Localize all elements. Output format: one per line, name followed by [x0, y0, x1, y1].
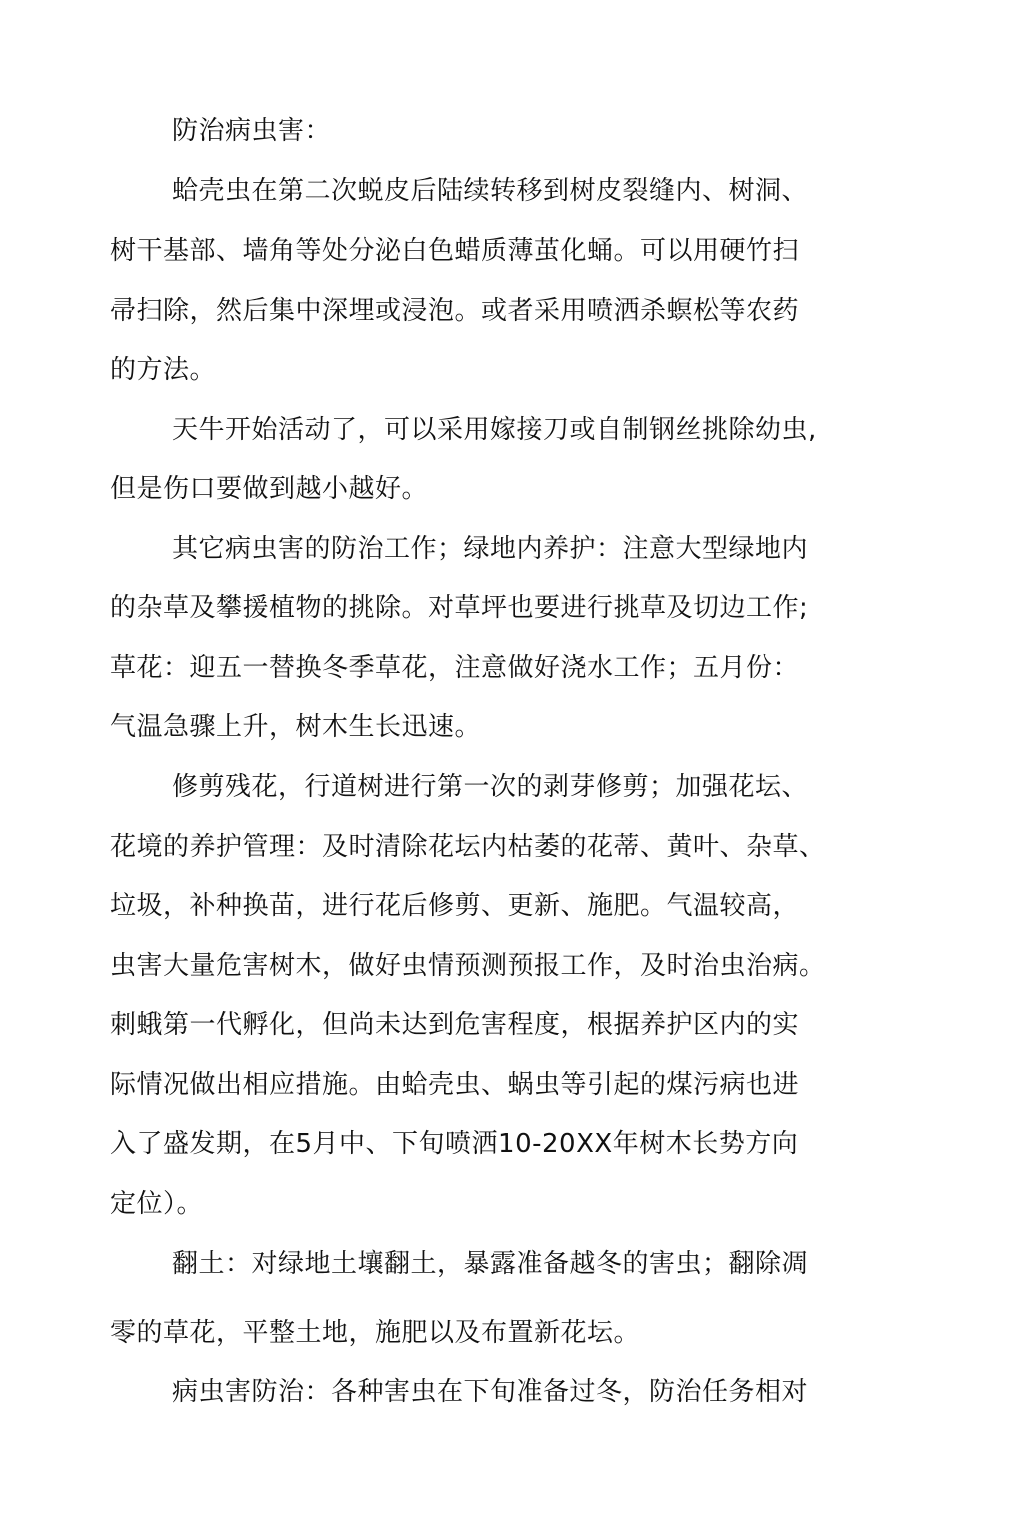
paragraph-line: 定位）。 — [110, 1189, 204, 1219]
paragraph-line: 但是伤口要做到越小越好。 — [110, 474, 429, 504]
paragraph-line: 气温急骤上升，树木生长迅速。 — [110, 712, 482, 742]
paragraph-line: 零的草花，平整土地，施肥以及布置新花坛。 — [110, 1318, 641, 1348]
paragraph-line: 花境的养护管理：及时清除花坛内枯萎的花蒂、黄叶、杂草、 — [110, 832, 826, 862]
paragraph-line: 草花：迎五一替换冬季草花，注意做好浇水工作；五月份： — [110, 653, 800, 683]
paragraph-line: 蛤壳虫在第二次蜕皮后陆续转移到树皮裂缝内、树洞、 — [172, 176, 809, 206]
paragraph-line: 刺蛾第一代孵化，但尚未达到危害程度，根据养护区内的实 — [110, 1010, 800, 1040]
paragraph-line: 的方法。 — [110, 355, 217, 385]
paragraph-line: 垃圾，补种换苗，进行花后修剪、更新、施肥。气温较高， — [110, 891, 800, 921]
paragraph-line: 际情况做出相应措施。由蛤壳虫、蜗虫等引起的煤污病也进 — [110, 1070, 800, 1100]
paragraph-line: 天牛开始活动了，可以采用嫁接刀或自制钢丝挑除幼虫, — [172, 415, 817, 445]
paragraph-line: 病虫害防治：各种害虫在下旬准备过冬，防治任务相对 — [172, 1377, 809, 1407]
paragraph-line: 入了盛发期，在5月中、下旬喷洒10-20XX年树木长势方向 — [110, 1129, 799, 1159]
paragraph-line: 树干基部、墙角等处分泌白色蜡质薄茧化蛹。可以用硬竹扫 — [110, 236, 800, 266]
paragraph-line: 翻土：对绿地土壤翻土，暴露准备越冬的害虫；翻除凋 — [172, 1249, 809, 1279]
paragraph-line: 帚扫除，然后集中深埋或浸泡。或者采用喷洒杀螟松等农药 — [110, 296, 800, 326]
paragraph-line: 的杂草及攀援植物的挑除。对草坪也要进行挑草及切边工作; — [110, 593, 809, 623]
paragraph-line: 其它病虫害的防治工作；绿地内养护：注意大型绿地内 — [172, 534, 809, 564]
paragraph-line: 虫害大量危害树木，做好虫情预测预报工作，及时治虫治病。 — [110, 951, 826, 981]
paragraph-line: 修剪残花，行道树进行第一次的剥芽修剪；加强花坛、 — [172, 772, 809, 802]
section-heading-pest-control: 防治病虫害： — [172, 116, 332, 146]
